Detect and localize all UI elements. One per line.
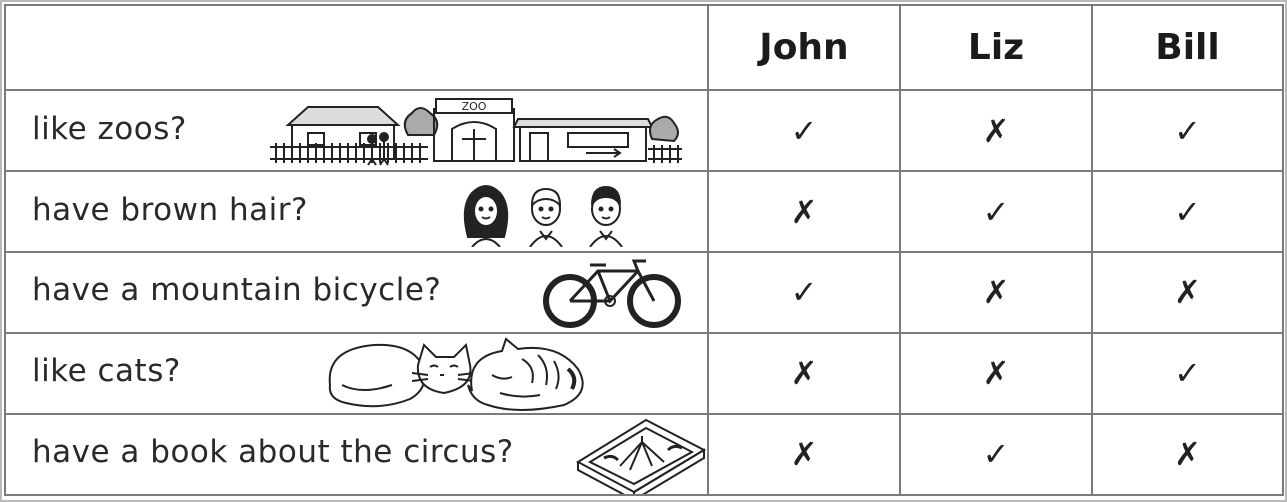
- question-text: like zoos?: [32, 110, 187, 147]
- header-row: [5, 5, 1283, 90]
- mark-john: ✗: [708, 333, 900, 414]
- mark-bill: ✗: [1092, 414, 1283, 495]
- question-cell: [5, 333, 708, 414]
- table-row: [5, 171, 1283, 252]
- mark-bill: ✓: [1092, 171, 1283, 252]
- mark-john: ✗: [708, 171, 900, 252]
- question-text: have brown hair?: [32, 191, 308, 228]
- question-cell: [5, 414, 708, 495]
- mark-liz: ✗: [900, 252, 1092, 333]
- mark-bill: ✓: [1092, 333, 1283, 414]
- survey-table: [4, 4, 1284, 496]
- zoo-icon: [268, 95, 684, 167]
- question-text: like cats?: [32, 353, 181, 390]
- mark-bill: ✗: [1092, 252, 1283, 333]
- mark-john: ✓: [708, 90, 900, 171]
- mark-liz: ✗: [900, 333, 1092, 414]
- question-text: have a book about the circus?: [32, 434, 514, 471]
- mark-liz: ✗: [900, 90, 1092, 171]
- header-bill: Bill: [1092, 5, 1283, 90]
- question-cell: [5, 90, 708, 171]
- mark-john: ✓: [708, 252, 900, 333]
- zoo-sign-text: ZOO: [461, 99, 487, 113]
- three-children-icon: [456, 177, 642, 247]
- table-row: [5, 333, 1283, 414]
- table-row: [5, 252, 1283, 333]
- question-text: have a mountain bicycle?: [32, 272, 442, 309]
- question-cell: [5, 171, 708, 252]
- mark-bill: ✓: [1092, 90, 1283, 171]
- table-row: [5, 90, 1283, 171]
- sleeping-cats-icon: [322, 335, 590, 411]
- header-empty-cell: [5, 5, 708, 90]
- mark-liz: ✓: [900, 414, 1092, 495]
- table-row: [5, 414, 1283, 495]
- circus-book-icon: [572, 414, 708, 494]
- question-cell: [5, 252, 708, 333]
- mark-liz: ✓: [900, 171, 1092, 252]
- header-john: John: [708, 5, 900, 90]
- bicycle-icon: [538, 255, 686, 329]
- mark-john: ✗: [708, 414, 900, 495]
- header-liz: Liz: [900, 5, 1092, 90]
